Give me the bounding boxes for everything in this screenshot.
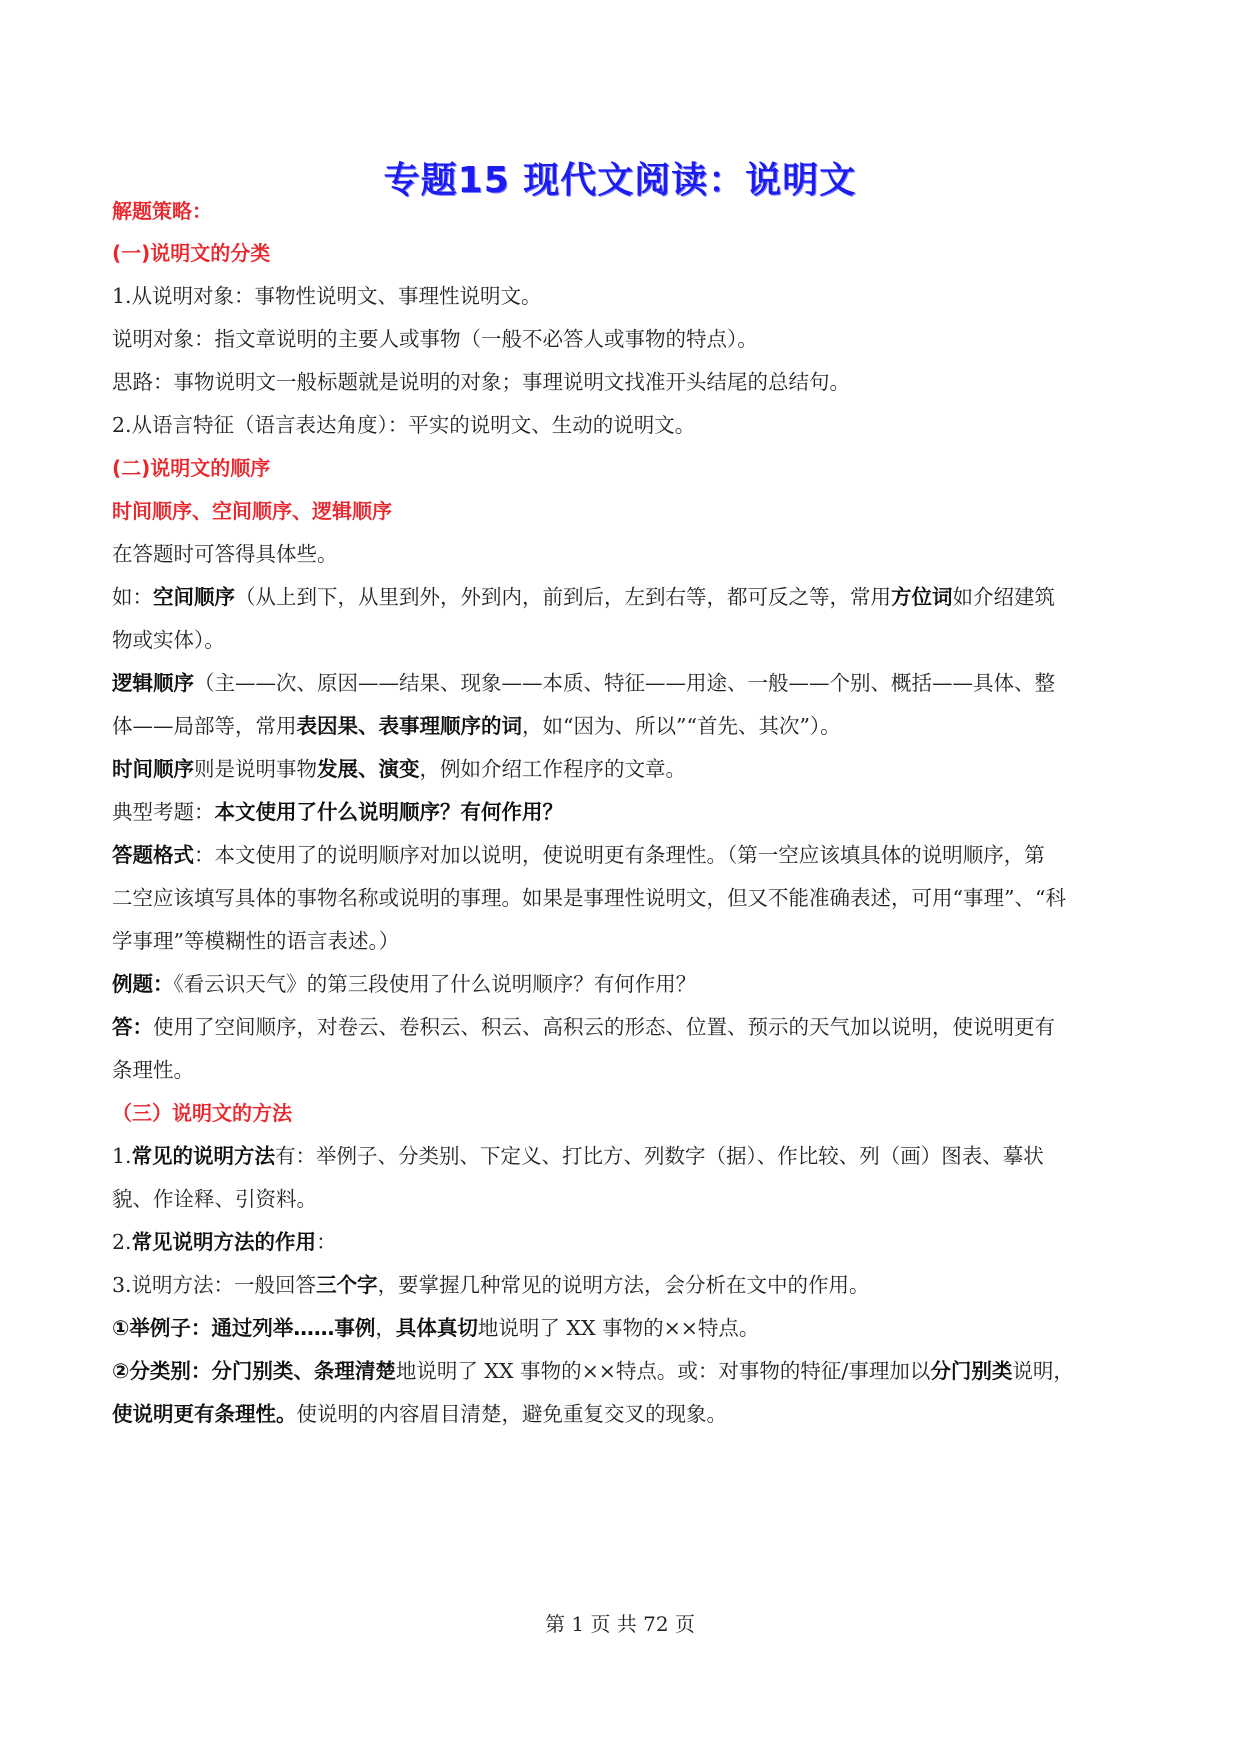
- bold-term: 发展、演变: [317, 757, 420, 781]
- bold-term: 具体真切: [395, 1316, 478, 1340]
- bold-term: 表因果、表事理顺序的词: [296, 714, 522, 738]
- text-run: 2.: [112, 1230, 132, 1254]
- paragraph-line: 思路：事物说明文一般标题就是说明的对象；事理说明文找准开头结尾的总结句。: [112, 370, 850, 394]
- text-run: 1.: [112, 1144, 132, 1168]
- text-run: （从上到下，从里到外，外到内，前到后，左到右等，都可反之等，常用: [235, 585, 891, 609]
- paragraph-line: [112, 711, 1122, 741]
- text-run: 则是说明事物: [194, 757, 317, 781]
- text-run: 说明，: [1012, 1359, 1074, 1383]
- paragraph-line: [112, 1399, 1122, 1429]
- paragraph-line: [112, 1313, 1122, 1343]
- paragraph-line: 在答题时可答得具体些。: [112, 542, 338, 566]
- paragraph-line: 二空应该填写具体的事物名称或说明的事理。如果是事理性说明文，但又不能准确表述，可用“事理”、“科: [112, 886, 1066, 910]
- bold-term: 使说明更有条理性。: [112, 1402, 297, 1426]
- text-run: 地说明了 XX 事物的××特点。或：对事物的特征/事理加以: [395, 1359, 931, 1383]
- bold-term: 常见的说明方法: [131, 1144, 276, 1168]
- paragraph-line: [112, 1270, 1122, 1300]
- section-heading-order: (二)说明文的顺序: [112, 456, 271, 480]
- bold-term: 本文使用了什么说明顺序？有何作用？: [214, 800, 563, 824]
- bold-term: 分门别类: [930, 1359, 1013, 1383]
- paragraph-line: 学事理”等模糊性的语言表述。）: [112, 929, 400, 953]
- text-run: 有：举例子、分类别、下定义、打比方、列数字（据）、作比较、列（画）图表、摹状: [275, 1144, 1044, 1168]
- paragraph-line: [112, 582, 1122, 612]
- bold-term: 例题：: [112, 972, 174, 996]
- section-heading-classification: (一)说明文的分类: [112, 241, 271, 265]
- section-subheading-order-types: 时间顺序、空间顺序、逻辑顺序: [112, 499, 392, 523]
- paragraph-line: 说明对象：指文章说明的主要人或事物（一般不必答人或事物的特点）。: [112, 327, 758, 351]
- bold-term: ①举例子：通过列举……事例: [112, 1316, 376, 1340]
- text-run: 3.说明方法：一般回答: [112, 1273, 317, 1297]
- text-run: ，例如介绍工作程序的文章。: [419, 757, 686, 781]
- bold-term: ②分类别：分门别类、条理清楚: [112, 1359, 396, 1383]
- paragraph-line: [112, 1012, 1122, 1042]
- strategy-heading: 解题策略：: [112, 199, 212, 223]
- bold-term: 答题格式: [112, 843, 194, 867]
- paragraph-line: 貌、作诠释、引资料。: [112, 1187, 317, 1211]
- text-run: ：: [316, 1230, 337, 1254]
- paragraph-line: [112, 1141, 1122, 1171]
- paragraph-line: 物或实体）。: [112, 628, 225, 652]
- text-run: ，要掌握几种常见的说明方法，会分析在文中的作用。: [377, 1273, 870, 1297]
- page-title: 专题15 现代文阅读：说明文: [383, 160, 857, 201]
- text-run: 使用了空间顺序，对卷云、卷积云、积云、高积云的形态、位置、预示的天气加以说明，使说明更有: [153, 1015, 1055, 1039]
- paragraph-line: 2.从语言特征（语言表达角度）：平实的说明文、生动的说明文。: [112, 413, 696, 437]
- bold-term: 方位词: [891, 585, 953, 609]
- paragraph-line: [112, 754, 1122, 784]
- paragraph-line: [112, 1356, 1122, 1386]
- paragraph-line: [112, 797, 1122, 827]
- paragraph-line: [112, 1227, 1122, 1257]
- text-run: 使说明的内容眉目清楚，避免重复交叉的现象。: [296, 1402, 727, 1426]
- text-run: 《看云识天气》的第三段使用了什么说明顺序？有何作用？: [173, 972, 697, 996]
- text-run: 如介绍建筑: [952, 585, 1055, 609]
- paragraph-line: [112, 840, 1122, 870]
- paragraph-line: 条理性。: [112, 1058, 194, 1082]
- page-footer: 第 1 页 共 72 页: [545, 1612, 695, 1636]
- paragraph-line: [112, 668, 1122, 698]
- text-run: 如：: [112, 585, 153, 609]
- text-run: （主——次、原因——结果、现象——本质、特征——用途、一般——个别、概括——具体、整: [194, 671, 1055, 695]
- bold-term: 时间顺序: [112, 757, 194, 781]
- text-run: ：本文使用了的说明顺序对加以说明，使说明更有条理性。（第一空应该填具体的说明顺序，第: [194, 843, 1045, 867]
- bold-term: 答：: [112, 1015, 153, 1039]
- text-run: ，如“因为、所以”“首先、其次”）。: [522, 714, 841, 738]
- text-run: 典型考题：: [112, 800, 215, 824]
- bold-term: 三个字: [316, 1273, 378, 1297]
- bold-term: 常见说明方法的作用: [131, 1230, 317, 1254]
- text-run: 体——局部等，常用: [112, 714, 297, 738]
- paragraph-line: [112, 969, 1122, 999]
- bold-term: 逻辑顺序: [112, 671, 194, 695]
- bold-term: 空间顺序: [153, 585, 235, 609]
- text-run: ，: [375, 1316, 396, 1340]
- paragraph-line: 1.从说明对象：事物性说明文、事理性说明文。: [112, 284, 542, 308]
- text-run: 地说明了 XX 事物的××特点。: [477, 1316, 760, 1340]
- section-heading-methods: （三）说明文的方法: [112, 1101, 292, 1125]
